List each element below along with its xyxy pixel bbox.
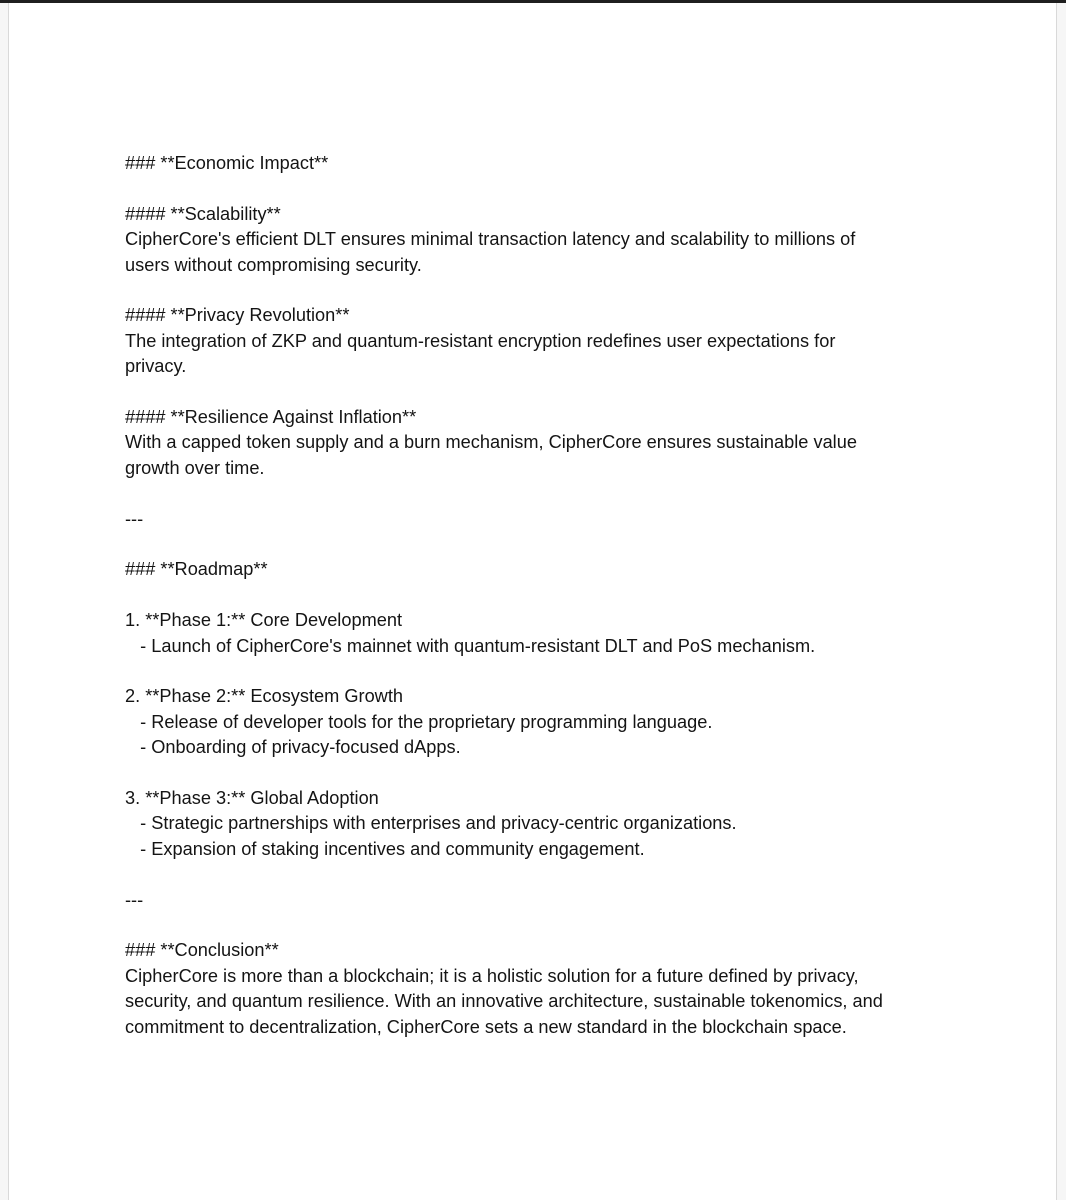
blank-line <box>125 481 945 506</box>
inflation-heading: #### **Resilience Against Inflation** <box>125 407 417 428</box>
conclusion-text-line: CipherCore is more than a blockchain; it is a holistic solution for a future defined by privacy, <box>125 965 859 986</box>
scalability-text-line: CipherCore's efficient DLT ensures minimal transaction latency and scalability to millions of <box>125 229 856 250</box>
blank-line <box>125 278 945 303</box>
economic-impact-heading: ### **Economic Impact** <box>125 153 329 173</box>
blank-line <box>125 380 945 405</box>
phase-2-item: - Release of developer tools for the proprietary programming language. <box>125 711 713 732</box>
conclusion-text-line: commitment to decentralization, CipherCore sets a new standard in the blockchain space. <box>125 1016 847 1037</box>
privacy-text-line: The integration of ZKP and quantum-resistant encryption redefines user expectations for <box>125 330 836 351</box>
inflation-text-line: growth over time. <box>125 457 265 478</box>
document-content <box>125 151 945 1040</box>
privacy-text-line: privacy. <box>125 356 187 377</box>
roadmap-heading: ### **Roadmap** <box>125 559 268 580</box>
phase-3-title: 3. **Phase 3:** Global Adoption <box>125 788 379 809</box>
separator: --- <box>125 508 144 529</box>
blank-line <box>125 862 945 887</box>
blank-line <box>125 659 945 684</box>
phase-3-item: - Strategic partnerships with enterprises and privacy-centric organizations. <box>125 813 737 834</box>
separator: --- <box>125 889 144 910</box>
page-right-edge <box>1056 3 1057 1200</box>
phase-2-title: 2. **Phase 2:** Ecosystem Growth <box>125 686 403 707</box>
blank-line <box>125 761 945 786</box>
blank-line <box>125 913 945 938</box>
privacy-revolution-heading: #### **Privacy Revolution** <box>125 305 350 326</box>
inflation-text-line: With a capped token supply and a burn mechanism, CipherCore ensures sustainable value <box>125 432 857 453</box>
conclusion-text-line: security, and quantum resilience. With an innovative architecture, sustainable tokenomics, and <box>125 991 883 1012</box>
phase-1-title: 1. **Phase 1:** Core Development <box>125 610 403 631</box>
blank-line <box>125 176 945 201</box>
scalability-text-line: users without compromising security. <box>125 254 422 275</box>
phase-2-item: - Onboarding of privacy-focused dApps. <box>125 737 461 758</box>
conclusion-heading: ### **Conclusion** <box>125 940 279 961</box>
scalability-heading: #### **Scalability** <box>125 203 281 224</box>
blank-line <box>125 583 945 608</box>
phase-1-item: - Launch of CipherCore's mainnet with quantum-resistant DLT and PoS mechanism. <box>125 635 816 656</box>
blank-line <box>125 532 945 557</box>
phase-3-item: - Expansion of staking incentives and community engagement. <box>125 838 645 859</box>
